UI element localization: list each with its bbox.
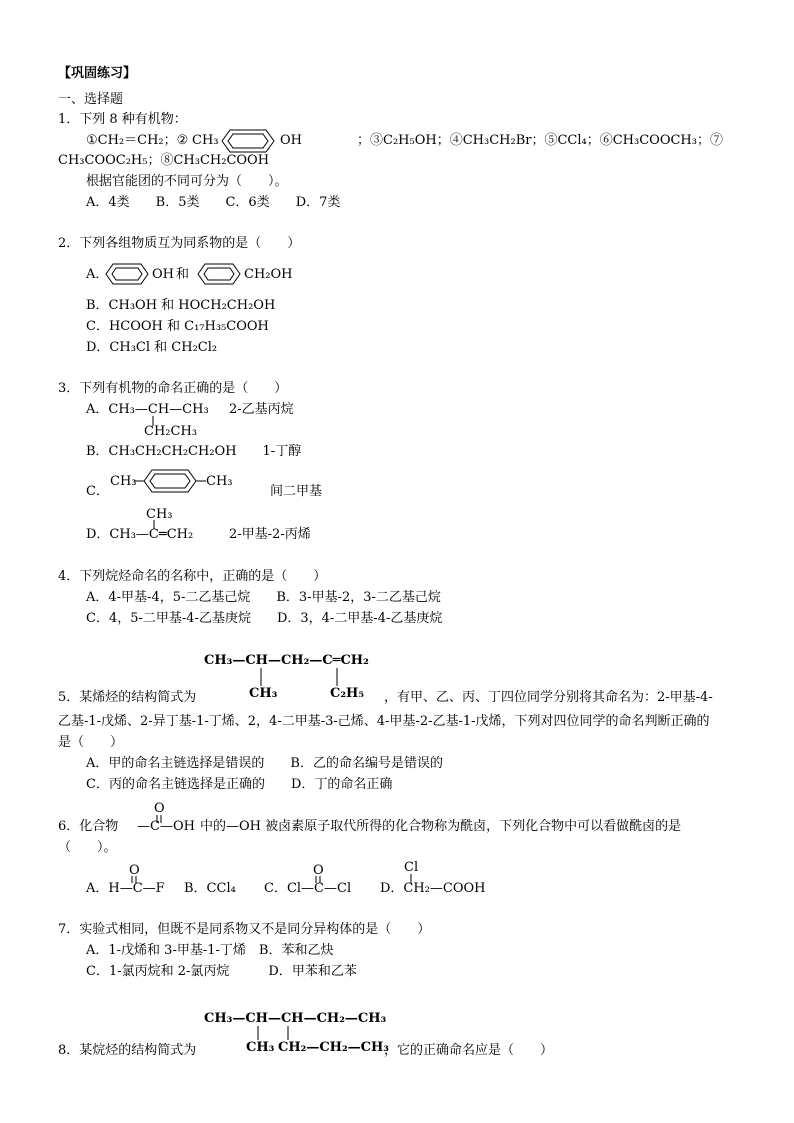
q6-d-cl: Cl [404, 860, 419, 875]
part-title: 一、选择题 [58, 92, 124, 107]
q7-row1: A．1-戊烯和 3-甲基-1-丁烯 B．苯和乙炔 [86, 943, 334, 958]
bond-line [255, 1026, 261, 1040]
q3-stem: 3．下列有机物的命名正确的是（ ） [58, 381, 288, 396]
q4-stem: 4．下列烷烃命名的名称中，正确的是（ ） [58, 569, 327, 584]
q1-phenol-oh: OH [280, 133, 302, 148]
q3-c-ch3-right: CH₃ [206, 474, 233, 489]
q6-struct-text: —C—OH [137, 819, 195, 834]
q6-stem-a: 6．化合物 [58, 819, 119, 834]
q6-b: B．CCl₄ [184, 881, 236, 896]
q6-stem-b: 中的—OH 被卤素原子取代所得的化合物称为酰卤，下列化合物中可以看做酰卤的是 [200, 819, 682, 834]
benzene-ring-icon [102, 260, 152, 288]
q8-stem-b: ，它的正确命名应是（ ） [384, 1043, 554, 1058]
q6-a: A．H—C—F [86, 881, 165, 896]
q2-a-ch2oh: CH₂OH [244, 267, 293, 282]
q7-row2: C．1-氯丙烷和 2-氯丙烷 D．甲苯和乙苯 [86, 964, 357, 979]
q3-b: B．CH₃CH₂CH₂CH₂OH 1-丁醇 [86, 444, 302, 459]
q1-stem: 1．下列 8 种有机物： [58, 112, 187, 127]
q2-d: D．CH₃Cl 和 CH₂Cl₂ [86, 340, 218, 355]
q5-stem-c: 乙基-1-戊烯、2-异丁基-1-丁烯、2，4-二甲基-3-己烯、4-甲基-2-乙基-1-戊烯，下列对四位同学的命名判断正确的 [58, 714, 710, 729]
bond-line [285, 1026, 291, 1040]
q5-formula-main: CH₃—CH—CH₂—C═CH₂ [204, 653, 369, 668]
q3-c-name: 间二甲基 [270, 484, 323, 499]
benzene-ring-icon [134, 466, 210, 496]
section-title: 【巩固练习】 [58, 66, 137, 81]
q6-c: C．Cl—C—Cl [264, 881, 352, 896]
q3-a-name: 2-乙基丙烷 [229, 402, 294, 417]
q2-a-oh: OH [152, 267, 174, 282]
q5-stem-d: 是（ ） [58, 735, 124, 750]
q5-formula-b1: CH₃ [249, 686, 278, 701]
q1-line1-b: ；③C₂H₅OH；④CH₃CH₂Br；⑤CCl₄；⑥CH₃COOCH₃；⑦ [357, 133, 723, 148]
q4-row1: A．4-甲基-4，5-二乙基己烷 B．3-甲基-2，3-二乙基己烷 [86, 590, 441, 605]
q8-stem-a: 8．某烷烃的结构简式为 [58, 1043, 197, 1058]
q3-a-branch: CH₂CH₃ [144, 424, 197, 439]
q3-c-prefix: C． [86, 484, 109, 499]
q3-a-main: A．CH₃—CH—CH₃ [86, 402, 209, 417]
q4-row2: C．4，5-二甲基-4-乙基庚烷 D．3，4-二甲基-4-乙基庚烷 [86, 611, 443, 626]
q5-stem-a: 5．某烯烃的结构简式为 [58, 690, 197, 705]
q1-phenol-ch3: CH₃ [192, 133, 219, 148]
q3-d-top: CH₃ [146, 507, 173, 522]
q3-d-name: 2-甲基-2-丙烯 [229, 527, 311, 542]
q6-d: D．CH₂—COOH [380, 881, 486, 896]
q6-a-o: O [129, 863, 140, 878]
benzene-ring-icon [218, 126, 278, 156]
q2-a-prefix: A． [86, 267, 109, 282]
q1-options: A．4类 B．5类 C．6类 D．7类 [86, 195, 341, 210]
q1-line2: CH₃COOC₂H₅；⑧CH₃CH₂COOH [58, 153, 270, 168]
benzene-ring-icon [194, 260, 244, 288]
q2-a-and: 和 [176, 267, 190, 282]
q5-formula-b2: C₂H₅ [330, 686, 365, 701]
q8-formula-main: CH₃—CH—CH—CH₂—CH₃ [204, 1011, 387, 1026]
q8-formula-b2: CH₂—CH₂—CH₃ [278, 1040, 389, 1055]
q8-formula-b1: CH₃ [246, 1040, 275, 1055]
q5-row2: C．丙的命名主链选择是正确的 D．丁的命名正确 [86, 777, 393, 792]
q2-stem: 2．下列各组物质互为同系物的是（ ） [58, 236, 301, 251]
q6-stem-c: （ ）。 [58, 840, 117, 855]
q1-line3: 根据官能团的不同可分为（ ）。 [86, 174, 288, 189]
bond-line [258, 668, 264, 686]
q2-b: B．CH₃OH 和 HOCH₂CH₂OH [86, 298, 276, 313]
q3-c-ch3-left: CH₃ [110, 474, 137, 489]
q6-struct-o: O [154, 801, 165, 816]
bond-line [334, 668, 340, 686]
q1-line1-a: ①CH₂＝CH₂；② [86, 133, 189, 148]
q6-c-o: O [313, 863, 324, 878]
q5-stem-b: ，有甲、乙、丙、丁四位同学分别将其命名为：2-甲基-4- [384, 690, 713, 705]
q7-stem: 7．实验式相同，但既不是同系物又不是同分异构体的是（ ） [58, 922, 431, 937]
q5-row1: A．甲的命名主链选择是错误的 B．乙的命名编号是错误的 [86, 756, 443, 771]
q3-d-main: D．CH₃—C═CH₂ [86, 527, 194, 542]
q2-c: C．HCOOH 和 C₁₇H₃₅COOH [86, 319, 269, 334]
